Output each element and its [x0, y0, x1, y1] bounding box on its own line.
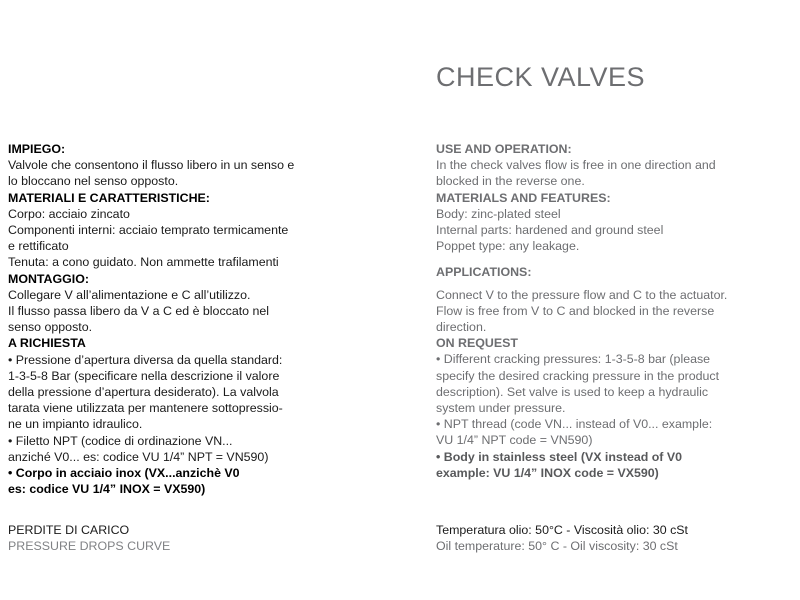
richiesta-line: della pressione d’apertura desiderato). La valvola [8, 385, 279, 400]
on-request-line: • Different cracking pressures: 1-3-5-8 bar (please [436, 352, 711, 367]
materiali-line: e rettificato [8, 239, 69, 254]
use-heading: USE AND OPERATION: [436, 142, 572, 156]
materials-line: Poppet type: any leakage. [436, 239, 580, 254]
materiali-heading: MATERIALI E CARATTERISTICHE: [8, 190, 210, 205]
applications-line: Connect V to the pressure flow and C to the actuator. [436, 287, 728, 302]
materials-line: Body: zinc-plated steel [436, 206, 561, 221]
richiesta-line: anziché V0... es: codice VU 1/4” NPT = VN590) [8, 449, 269, 464]
applications-heading: APPLICATIONS: [436, 265, 532, 280]
pressure-drops-caption [8, 522, 170, 554]
italian-column [8, 141, 348, 497]
pressure-drops-label: PRESSURE DROPS CURVE [8, 539, 171, 554]
impiego-heading: IMPIEGO: [8, 142, 66, 156]
richiesta-heading: A RICHIESTA [8, 336, 86, 351]
on-request-line: system under pressure. [436, 401, 566, 416]
materiali-line: Corpo: acciaio zincato [8, 206, 130, 221]
richiesta-line: • Filetto NPT (codice di ordinazione VN... [8, 433, 233, 448]
richiesta-line: ne un impianto idraulico. [8, 417, 143, 432]
on-request-line: • NPT thread (code VN... instead of V0... example: [436, 417, 713, 432]
page-title: CHECK VALVES [436, 62, 646, 92]
montaggio-line: Collegare V all’alimentazione e C all’utilizzo. [8, 287, 251, 302]
use-line: In the check valves flow is free in one direction and [436, 158, 716, 173]
materiali-line: Tenuta: a cono guidato. Non ammette trafilamenti [8, 255, 279, 270]
impiego-line: lo bloccano nel senso opposto. [8, 174, 179, 189]
richiesta-line: • Pressione d’apertura diversa da quella standard: [8, 352, 283, 367]
richiesta-inox-line: • Corpo in acciaio inox (VX...anzichè V0 [8, 466, 240, 481]
on-request-line: specify the desired cracking pressure in the product [436, 368, 720, 383]
applications-line: direction. [436, 320, 487, 335]
montaggio-line: Il flusso passa libero da V a C ed è bloccato nel [8, 304, 270, 319]
on-request-line: VU 1/4” NPT code = VN590) [436, 433, 593, 448]
richiesta-line: tarata viene utilizzata per mantenere sottopressio- [8, 401, 283, 416]
richiesta-line: 1-3-5-8 Bar (specificare nella descrizione il valore [8, 368, 280, 383]
temperatura-olio-label: Temperatura olio: 50°C - Viscosità olio: 30 cSt [436, 523, 688, 537]
perdite-di-carico-label: PERDITE DI CARICO [8, 523, 130, 537]
on-request-inox-line: example: VU 1/4” INOX code = VX590) [436, 465, 659, 480]
on-request-line: description). Set valve is used to keep a hydraulic [436, 384, 709, 399]
materials-line: Internal parts: hardened and ground steel [436, 223, 664, 238]
montaggio-heading: MONTAGGIO: [8, 271, 89, 286]
oil-temperature-label: Oil temperature: 50° C - Oil viscosity: 30 cSt [436, 539, 678, 554]
richiesta-inox-line: es: codice VU 1/4” INOX = VX590) [8, 482, 206, 497]
use-line: blocked in the reverse one. [436, 174, 585, 189]
materials-heading: MATERIALS AND FEATURES: [436, 190, 611, 205]
montaggio-line: senso opposto. [8, 320, 93, 335]
on-request-inox-line: • Body in stainless steel (VX instead of V0 [436, 449, 683, 464]
impiego-line: Valvole che consentono il flusso libero in un senso e [8, 158, 295, 173]
materiali-line: Componenti interni: acciaio temprato termicamente [8, 223, 289, 238]
oil-conditions-caption [436, 522, 688, 554]
english-column [436, 141, 786, 481]
on-request-heading: ON REQUEST [436, 336, 518, 351]
applications-line: Flow is free from V to C and blocked in the reverse [436, 303, 715, 318]
